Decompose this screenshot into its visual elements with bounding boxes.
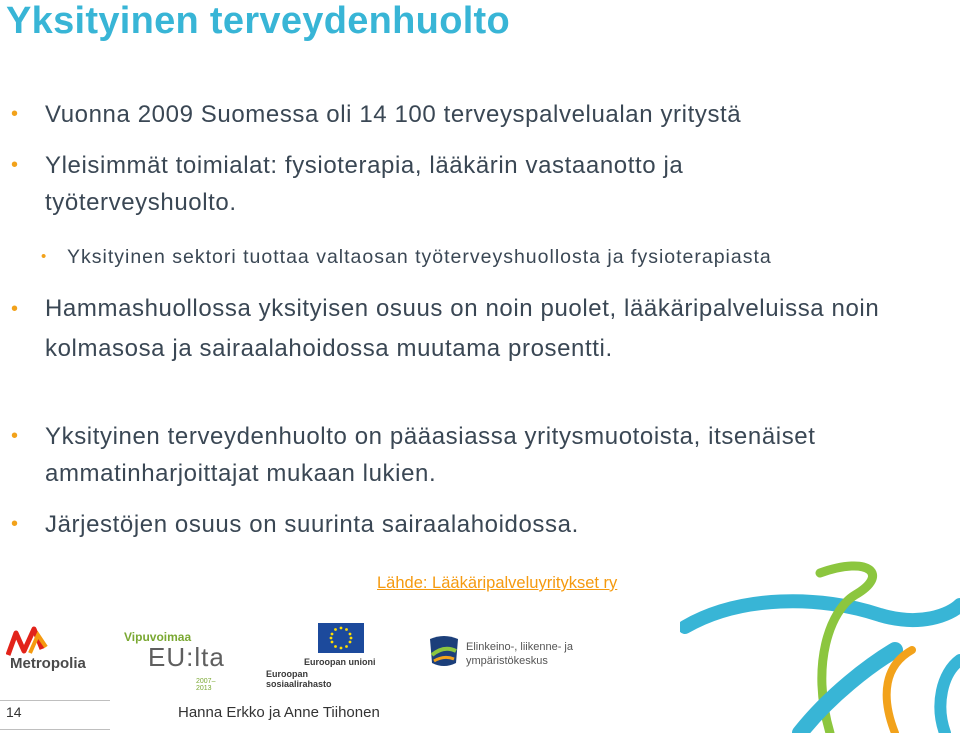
decorative-swirl [680,555,960,733]
swirl-orange [887,650,912,733]
bullet-item [11,289,905,369]
ely-mark-icon [426,633,462,669]
bullet-text: Yleisimmät toimialat: fysioterapia, lääkärin vastaanotto ja työterveyshuolto. [45,152,684,216]
bullet-text: Vuonna 2009 Suomessa oli 14 100 terveyspalvelualan yritystä [45,101,742,128]
vipuvoimaa-label: Vipuvoimaa [124,630,192,644]
bullet-marker: • [11,513,19,535]
bullet-marker: • [11,103,19,125]
swirl-teal [685,601,960,627]
footer-divider-top [0,700,110,701]
swirl-teal-lower [800,650,895,733]
eu-flag-logo [266,623,376,689]
bullet-item [11,418,905,492]
metropolia-logo [2,625,92,675]
eu-flag-icon [318,623,364,653]
swirl-teal-right [940,660,960,733]
ely-label-line2: ympäristökeskus [466,655,548,667]
metropolia-name: Metropolia [10,655,86,672]
bullet-text: Yksityinen sektori tuottaa valtaosan työterveyshuollosta ja fysioterapiasta [67,246,772,268]
ely-centre-logo [424,633,594,673]
bullet-item [11,96,925,133]
years-label: 2007–2013 [196,678,216,692]
partner-logos [0,615,680,692]
ely-label-line1: Elinkeino-, liikenne- ja [466,641,573,653]
bullet-text: Hammashuollossa yksityisen osuus on noin puolet, lääkäripalveluissa noin kolmasosa ja sairaalahoidossa muutama prosentti. [45,295,880,362]
eu-social-fund-label: Euroopan sosiaalirahasto [266,669,332,689]
page-number: 14 [6,704,22,720]
bullet-marker: • [11,298,19,320]
bullet-marker: • [11,154,19,176]
bullet-marker: • [41,248,48,265]
bullet-text: Yksityinen terveydenhuolto on pääasiassa yritysmuotoista, itsenäiset ammatinharjoittajat mukaan lukien. [45,423,816,487]
eu-lta-label: EU:lta [148,642,225,672]
bullet-marker: • [11,425,19,447]
vipuvoimaa-eu-logo [120,630,230,692]
source-link[interactable]: Lähde: Lääkäripalveluyritykset ry [377,574,618,592]
metropolia-mark-icon [6,625,50,657]
bullet-item [11,147,845,221]
footer-authors: Hanna Erkko ja Anne Tiihonen [178,704,380,721]
bullet-text: Järjestöjen osuus on suurinta sairaalahoidossa. [45,511,579,538]
slide-title: Yksityinen terveydenhuolto [6,0,511,42]
bullet-item [11,506,905,543]
footer-divider-bottom [0,729,110,730]
eu-union-label: Euroopan unioni [304,657,376,667]
sub-bullet-item [41,240,947,274]
